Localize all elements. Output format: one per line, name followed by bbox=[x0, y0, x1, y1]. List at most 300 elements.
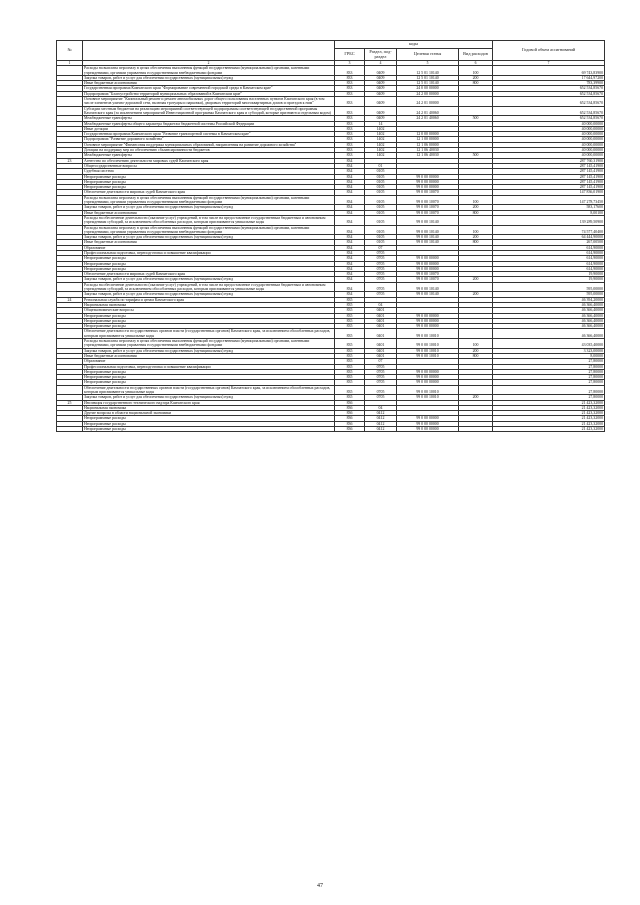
row-name: Непрограммные расходы bbox=[83, 427, 335, 432]
row-amount: 652 534,85670 bbox=[493, 97, 605, 107]
row-name: Закупка товаров, работ и услуг для обеспечения государственных (муниципальных) нужд bbox=[83, 348, 335, 353]
row-amount: 19,90000 bbox=[493, 277, 605, 282]
row-razdel: 0705 bbox=[365, 380, 397, 385]
row-grbs: 834 bbox=[335, 215, 365, 225]
row-grbs: 835 bbox=[335, 339, 365, 349]
row-name: Закупка товаров, работ и услуг для обеспечения государственных (муниципальных) нужд bbox=[83, 395, 335, 400]
column-index-cell: 6 bbox=[459, 61, 493, 66]
row-amount: 46 366,40000 bbox=[493, 318, 605, 323]
row-razdel: 0705 bbox=[365, 292, 397, 297]
row-expense-type bbox=[459, 97, 493, 107]
row-grbs: 834 bbox=[335, 205, 365, 210]
row-name: Обеспечение деятельности государственных органов власти (государственных органов) Камчатского края, за исключением обособленных расходов, которым присваиваются уникальные коды bbox=[83, 385, 335, 395]
row-name: Обеспечение деятельности государственных органов власти (государственных органов) Камчатского края, за исключением обособленных расходов, которым присваиваются уникальные коды bbox=[83, 329, 335, 339]
row-grbs: 834 bbox=[335, 250, 365, 255]
row-grbs: 833 bbox=[335, 121, 365, 126]
row-amount: 40 000,00000 bbox=[493, 137, 605, 142]
row-target-article: 99 0 00 00000 bbox=[397, 375, 459, 380]
row-name: Непрограммные расходы bbox=[83, 318, 335, 323]
row-expense-type: 800 bbox=[459, 353, 493, 358]
row-amount: 40 000,00000 bbox=[493, 142, 605, 147]
row-number bbox=[57, 66, 83, 76]
row-razdel: 0705 bbox=[365, 385, 397, 395]
row-target-article: 12 5 01 10140 bbox=[397, 66, 459, 76]
row-amount: 147 836,01900 bbox=[493, 190, 605, 195]
row-number: 23 bbox=[57, 158, 83, 163]
row-grbs: 834 bbox=[335, 158, 365, 163]
row-name: Непрограммные расходы bbox=[83, 416, 335, 421]
row-grbs: 833 bbox=[335, 106, 365, 116]
row-razdel: 0105 bbox=[365, 225, 397, 235]
row-amount: 27,80000 bbox=[493, 385, 605, 395]
row-grbs: 835 bbox=[335, 364, 365, 369]
header-codes: коды bbox=[335, 41, 493, 49]
row-razdel: 0705 bbox=[365, 282, 397, 292]
row-name: Непрограммные расходы bbox=[83, 369, 335, 374]
row-target-article: 99 0 00 10140 bbox=[397, 235, 459, 240]
row-amount: 46 366,40000 bbox=[493, 302, 605, 307]
row-expense-type: 800 bbox=[459, 210, 493, 215]
row-target-article: 99 0 00 10010 bbox=[397, 329, 459, 339]
row-razdel: 0412 bbox=[365, 427, 397, 432]
row-expense-type: 100 bbox=[459, 225, 493, 235]
row-grbs: 834 bbox=[335, 210, 365, 215]
header-vid: Вид расходов bbox=[459, 49, 493, 61]
row-expense-type bbox=[459, 106, 493, 116]
row-number bbox=[57, 329, 83, 339]
row-razdel: 0705 bbox=[365, 277, 397, 282]
row-amount: 3 323,00000 bbox=[493, 348, 605, 353]
row-amount: 21 423,32000 bbox=[493, 411, 605, 416]
column-index-cell: 2 bbox=[83, 61, 335, 66]
row-target-article: 12 1 06 00000 bbox=[397, 142, 459, 147]
row-name: Непрограммные расходы bbox=[83, 261, 335, 266]
row-amount: 652 534,85670 bbox=[493, 86, 605, 91]
table-row bbox=[57, 282, 605, 292]
row-grbs: 833 bbox=[335, 137, 365, 142]
row-expense-type bbox=[459, 329, 493, 339]
row-amount: 64 444,90000 bbox=[493, 235, 605, 240]
row-grbs: 835 bbox=[335, 297, 365, 302]
table-row bbox=[57, 427, 605, 432]
row-amount: 27,80000 bbox=[493, 359, 605, 364]
row-expense-type: 200 bbox=[459, 277, 493, 282]
row-expense-type: 200 bbox=[459, 395, 493, 400]
table-body bbox=[57, 66, 605, 432]
row-amount: 27,80000 bbox=[493, 395, 605, 400]
row-grbs: 834 bbox=[335, 282, 365, 292]
row-amount: 614,90000 bbox=[493, 245, 605, 250]
row-amount: 287 145,41900 bbox=[493, 163, 605, 168]
row-expense-type bbox=[459, 385, 493, 395]
row-name: Расходы на выплаты персоналу в целях обеспечения выполнения функций государственными (муниципальными) органами, казенными учреждениями, органами управления государственными внебюджетными фондами bbox=[83, 225, 335, 235]
row-expense-type: 200 bbox=[459, 348, 493, 353]
row-razdel: 0105 bbox=[365, 195, 397, 205]
row-amount: 287 145,41900 bbox=[493, 174, 605, 179]
row-razdel: 1402 bbox=[365, 132, 397, 137]
row-grbs: 836 bbox=[335, 400, 365, 405]
row-grbs: 834 bbox=[335, 272, 365, 277]
row-target-article: 99 0 00 10070 bbox=[397, 277, 459, 282]
document-page bbox=[56, 40, 604, 432]
row-target-article: 99 0 00 10010 bbox=[397, 395, 459, 400]
row-amount: 74 577,40400 bbox=[493, 225, 605, 235]
row-name: Межбюджетные трансферты bbox=[83, 153, 335, 158]
row-name: Инспекция государственного технического надзора Камчатского края bbox=[83, 400, 335, 405]
row-grbs: 835 bbox=[335, 380, 365, 385]
row-target-article: 24 2 01 40060 bbox=[397, 116, 459, 121]
row-name: Агентство по обеспечению деятельности мировых судей Камчатского края bbox=[83, 158, 335, 163]
row-amount: 267,00500 bbox=[493, 240, 605, 245]
row-target-article: 99 0 00 00000 bbox=[397, 427, 459, 432]
row-grbs: 833 bbox=[335, 97, 365, 107]
row-expense-type: 200 bbox=[459, 75, 493, 80]
row-name: Дотации на поддержку мер по обеспечению сбалансированности бюджетов bbox=[83, 148, 335, 153]
row-razdel: 0105 bbox=[365, 215, 397, 225]
row-grbs: 833 bbox=[335, 126, 365, 131]
row-grbs: 836 bbox=[335, 427, 365, 432]
column-index-cell: 5 bbox=[397, 61, 459, 66]
row-grbs: 833 bbox=[335, 81, 365, 86]
row-razdel: 0401 bbox=[365, 329, 397, 339]
row-target-article: 24 2 01 00000 bbox=[397, 97, 459, 107]
row-name: Основное мероприятие "Финансовая поддержка муниципальных образований, направленная на развитие дорожного хозяйства" bbox=[83, 142, 335, 147]
row-name: Национальная экономика bbox=[83, 405, 335, 410]
row-name: Непрограммные расходы bbox=[83, 324, 335, 329]
row-amount: 595,00000 bbox=[493, 292, 605, 297]
row-name: Профессиональная подготовка, переподготовка и повышение квалификации bbox=[83, 364, 335, 369]
row-grbs: 835 bbox=[335, 302, 365, 307]
table-row bbox=[57, 225, 605, 235]
row-target-article: 99 0 00 10010 bbox=[397, 353, 459, 358]
row-target-article: 24 2 00 00000 bbox=[397, 91, 459, 96]
row-target-article: 99 0 00 10140 bbox=[397, 292, 459, 297]
row-target-article: 12 1 06 40030 bbox=[397, 153, 459, 158]
row-amount: 652 534,85670 bbox=[493, 106, 605, 116]
row-expense-type: 100 bbox=[459, 339, 493, 349]
row-grbs: 835 bbox=[335, 324, 365, 329]
row-grbs: 834 bbox=[335, 245, 365, 250]
row-number bbox=[57, 339, 83, 349]
header-cs: Целевая статья bbox=[397, 49, 459, 61]
row-amount: 147 278,73450 bbox=[493, 195, 605, 205]
row-name: Профессиональная подготовка, переподготовка и повышение квалификации bbox=[83, 250, 335, 255]
row-amount: 287 760,31900 bbox=[493, 158, 605, 163]
row-grbs: 835 bbox=[335, 395, 365, 400]
row-amount: 21 423,32000 bbox=[493, 427, 605, 432]
row-razdel: 07 bbox=[365, 245, 397, 250]
row-target-article: 99 0 00 10010 bbox=[397, 339, 459, 349]
row-amount: 40 000,00000 bbox=[493, 148, 605, 153]
row-target-article: 99 0 00 10070 bbox=[397, 195, 459, 205]
row-amount: 287 145,41900 bbox=[493, 185, 605, 190]
row-grbs: 834 bbox=[335, 179, 365, 184]
row-razdel: 0401 bbox=[365, 339, 397, 349]
row-target-article: 99 0 00 00000 bbox=[397, 185, 459, 190]
row-number bbox=[57, 225, 83, 235]
row-razdel: 0409 bbox=[365, 106, 397, 116]
row-grbs: 835 bbox=[335, 329, 365, 339]
row-expense-type: 800 bbox=[459, 240, 493, 245]
row-amount: 287 145,41900 bbox=[493, 169, 605, 174]
row-expense-type: 500 bbox=[459, 116, 493, 121]
row-target-article: 99 0 00 10010 bbox=[397, 348, 459, 353]
row-name: Непрограммные расходы bbox=[83, 266, 335, 271]
row-razdel: 0401 bbox=[365, 308, 397, 313]
row-razdel: 0412 bbox=[365, 416, 397, 421]
row-amount: 27,80000 bbox=[493, 375, 605, 380]
row-target-article: 99 0 00 10140 bbox=[397, 225, 459, 235]
row-name: Другие вопросы в области национальной экономики bbox=[83, 411, 335, 416]
row-razdel: 0705 bbox=[365, 375, 397, 380]
row-name: Иные бюджетные ассигнования bbox=[83, 240, 335, 245]
row-grbs: 834 bbox=[335, 277, 365, 282]
row-razdel: 04 bbox=[365, 405, 397, 410]
row-number bbox=[57, 282, 83, 292]
row-amount: 652 534,85670 bbox=[493, 91, 605, 96]
row-number bbox=[57, 215, 83, 225]
row-target-article: 99 0 00 00000 bbox=[397, 261, 459, 266]
row-razdel: 0705 bbox=[365, 250, 397, 255]
row-name: Иные бюджетные ассигнования bbox=[83, 353, 335, 358]
row-target-article: 99 0 00 00000 bbox=[397, 318, 459, 323]
row-name: Субсидии местным бюджетам на реализацию мероприятий соответствующей подпрограммы соответствующей государственной программы Камчатского края (за исключением мероприятий Инвестиционной программы Камчатского края и субсидий, которые признаются отдельным кодом) bbox=[83, 106, 335, 116]
row-name: Образование bbox=[83, 359, 335, 364]
row-target-article: 99 0 00 00000 bbox=[397, 179, 459, 184]
row-razdel: 0705 bbox=[365, 272, 397, 277]
row-razdel: 0105 bbox=[365, 185, 397, 190]
row-amount: 46 366,40000 bbox=[493, 308, 605, 313]
row-grbs: 834 bbox=[335, 169, 365, 174]
row-amount: 46 366,40000 bbox=[493, 313, 605, 318]
row-name: Государственная программа Камчатского края "Развитие транспортной системы в Камчатском крае" bbox=[83, 132, 335, 137]
row-grbs: 833 bbox=[335, 142, 365, 147]
row-grbs: 835 bbox=[335, 308, 365, 313]
row-name: Общеэкономические вопросы bbox=[83, 308, 335, 313]
row-razdel: 0409 bbox=[365, 91, 397, 96]
row-target-article: 99 0 00 10070 bbox=[397, 272, 459, 277]
row-target-article: 99 0 00 00000 bbox=[397, 369, 459, 374]
row-expense-type: 100 bbox=[459, 66, 493, 76]
row-expense-type bbox=[459, 427, 493, 432]
row-grbs: 835 bbox=[335, 318, 365, 323]
row-grbs: 834 bbox=[335, 195, 365, 205]
row-name: Обеспечение деятельности мировых судей Камчатского края bbox=[83, 190, 335, 195]
row-name: Непрограммные расходы bbox=[83, 375, 335, 380]
row-name: Непрограммные расходы bbox=[83, 421, 335, 426]
row-name: Иные бюджетные ассигнования bbox=[83, 81, 335, 86]
row-amount: 652 534,85670 bbox=[493, 116, 605, 121]
row-grbs: 834 bbox=[335, 225, 365, 235]
row-razdel: 0409 bbox=[365, 66, 397, 76]
row-amount: 614,90000 bbox=[493, 261, 605, 266]
row-razdel: 0401 bbox=[365, 318, 397, 323]
row-expense-type bbox=[459, 282, 493, 292]
row-grbs: 835 bbox=[335, 385, 365, 395]
row-razdel: 1402 bbox=[365, 137, 397, 142]
row-razdel: 0409 bbox=[365, 75, 397, 80]
table-row bbox=[57, 385, 605, 395]
row-grbs: 836 bbox=[335, 416, 365, 421]
row-name: Иные дотации bbox=[83, 126, 335, 131]
row-grbs: 835 bbox=[335, 375, 365, 380]
row-amount: 287 145,41900 bbox=[493, 179, 605, 184]
row-razdel: 0409 bbox=[365, 97, 397, 107]
row-target-article: 24 2 01 40060 bbox=[397, 106, 459, 116]
row-target-article: 12 5 01 10140 bbox=[397, 81, 459, 86]
row-razdel: 0105 bbox=[365, 210, 397, 215]
row-grbs: 833 bbox=[335, 66, 365, 76]
row-grbs: 834 bbox=[335, 190, 365, 195]
row-target-article: 99 0 00 00000 bbox=[397, 421, 459, 426]
row-target-article: 99 0 00 00000 bbox=[397, 256, 459, 261]
row-target-article: 99 0 00 00000 bbox=[397, 416, 459, 421]
row-name: Подпрограмма "Благоустройство территорий муниципальных образований в Камчатском крае" bbox=[83, 91, 335, 96]
row-expense-type: 200 bbox=[459, 205, 493, 210]
column-index-cell: 1 bbox=[57, 61, 83, 66]
row-amount: 40 000,00000 bbox=[493, 153, 605, 158]
row-amount: 46 366,40000 bbox=[493, 324, 605, 329]
page-number: 47 bbox=[317, 883, 323, 889]
row-name: Межбюджетные трансферты общего характера бюджетам бюджетной системы Российской Федерации bbox=[83, 121, 335, 126]
row-name: Обеспечение деятельности мировых судей Камчатского края bbox=[83, 272, 335, 277]
row-grbs: 833 bbox=[335, 75, 365, 80]
row-name: Судебная система bbox=[83, 169, 335, 174]
row-grbs: 833 bbox=[335, 148, 365, 153]
row-number: 24 bbox=[57, 297, 83, 302]
row-razdel: 0705 bbox=[365, 261, 397, 266]
row-number bbox=[57, 427, 83, 432]
row-amount: 595,00000 bbox=[493, 282, 605, 292]
header-grbs: ГРБС bbox=[335, 49, 365, 61]
row-target-article: 99 0 00 00000 bbox=[397, 174, 459, 179]
row-amount: 583,17600 bbox=[493, 205, 605, 210]
row-razdel: 0412 bbox=[365, 421, 397, 426]
row-name: Расходы на выплаты персоналу в целях обеспечения выполнения функций государственными (муниципальными) органами, казенными учреждениями, органами управления государственными внебюджетными фондами bbox=[83, 66, 335, 76]
row-target-article: 99 0 00 10140 bbox=[397, 282, 459, 292]
row-grbs: 833 bbox=[335, 132, 365, 137]
column-index-cell: 4 bbox=[365, 61, 397, 66]
row-name: Закупка товаров, работ и услуг для обеспечения государственных (муниципальных) нужд bbox=[83, 75, 335, 80]
row-grbs: 833 bbox=[335, 91, 365, 96]
row-name: Основное мероприятие "Капитальный ремонт и ремонт автомобильных дорог общего пользования населенных пунктов Камчатского края (в том числе элементов улично-дорожной сети, включая тротуары и парковки), дворовых территорий многоквартирных домов и проездов к ним" bbox=[83, 97, 335, 107]
row-expense-type bbox=[459, 215, 493, 225]
row-grbs: 834 bbox=[335, 261, 365, 266]
row-grbs: 836 bbox=[335, 421, 365, 426]
row-expense-type: 200 bbox=[459, 235, 493, 240]
row-grbs: 835 bbox=[335, 348, 365, 353]
row-amount: 21 423,32000 bbox=[493, 400, 605, 405]
row-razdel: 0705 bbox=[365, 395, 397, 400]
row-name: Расходы на выплаты персоналу в целях обеспечения выполнения функций государственными (муниципальными) органами, казенными учреждениями, органами управления государственными внебюджетными фондами bbox=[83, 339, 335, 349]
row-grbs: 835 bbox=[335, 313, 365, 318]
row-target-article: 99 0 00 00000 bbox=[397, 380, 459, 385]
row-razdel: 0409 bbox=[365, 81, 397, 86]
row-name: Национальная экономика bbox=[83, 302, 335, 307]
header-name bbox=[83, 41, 335, 61]
table-row bbox=[57, 339, 605, 349]
row-amount: 614,90000 bbox=[493, 266, 605, 271]
row-name: Непрограммные расходы bbox=[83, 185, 335, 190]
row-razdel: 0105 bbox=[365, 179, 397, 184]
row-target-article: 12 0 00 00000 bbox=[397, 132, 459, 137]
row-razdel: 1402 bbox=[365, 142, 397, 147]
row-target-article: 99 0 00 00000 bbox=[397, 266, 459, 271]
row-name: Непрограммные расходы bbox=[83, 174, 335, 179]
row-target-article: 12 1 00 00000 bbox=[397, 137, 459, 142]
row-amount: 783,39900 bbox=[493, 81, 605, 86]
row-target-article: 99 0 00 10070 bbox=[397, 190, 459, 195]
row-amount: 69 743,83900 bbox=[493, 66, 605, 76]
row-name: Государственная программа Камчатского края "Формирование современной городской среды в Камчатском крае" bbox=[83, 86, 335, 91]
row-grbs: 834 bbox=[335, 185, 365, 190]
row-razdel: 0105 bbox=[365, 174, 397, 179]
row-razdel: 01 bbox=[365, 163, 397, 168]
row-razdel: 0401 bbox=[365, 313, 397, 318]
row-amount: 8,00000 bbox=[493, 353, 605, 358]
row-razdel: 14 bbox=[365, 121, 397, 126]
row-target-article: 12 5 01 10140 bbox=[397, 75, 459, 80]
row-amount: 614,90000 bbox=[493, 250, 605, 255]
row-grbs: 834 bbox=[335, 266, 365, 271]
row-amount: 8,00100 bbox=[493, 210, 605, 215]
row-razdel: 0105 bbox=[365, 235, 397, 240]
row-grbs: 834 bbox=[335, 235, 365, 240]
row-razdel: 1402 bbox=[365, 153, 397, 158]
row-amount: 40 000,00000 bbox=[493, 126, 605, 131]
row-target-article: 99 0 00 10010 bbox=[397, 385, 459, 395]
row-razdel: 04 bbox=[365, 302, 397, 307]
row-name: Образование bbox=[83, 245, 335, 250]
row-razdel: 0705 bbox=[365, 256, 397, 261]
row-target-article: 24 0 00 00000 bbox=[397, 86, 459, 91]
row-grbs: 833 bbox=[335, 116, 365, 121]
row-amount: 21 423,32000 bbox=[493, 421, 605, 426]
row-amount: 19,90000 bbox=[493, 272, 605, 277]
row-grbs: 834 bbox=[335, 174, 365, 179]
row-amount: 21 423,32000 bbox=[493, 416, 605, 421]
row-amount: 17 644,97200 bbox=[493, 75, 605, 80]
row-target-article: 99 0 00 10070 bbox=[397, 205, 459, 210]
row-name: Закупка товаров, работ и услуг для обеспечения государственных (муниципальных) нужд bbox=[83, 292, 335, 297]
row-razdel: 07 bbox=[365, 359, 397, 364]
row-name: Непрограммные расходы bbox=[83, 380, 335, 385]
row-name: Иные бюджетные ассигнования bbox=[83, 210, 335, 215]
row-name: Закупка товаров, работ и услуг для обеспечения государственных (муниципальных) нужд bbox=[83, 277, 335, 282]
table-row bbox=[57, 66, 605, 76]
table-row bbox=[57, 215, 605, 225]
row-amount: 43 035,40000 bbox=[493, 339, 605, 349]
row-amount: 27,80000 bbox=[493, 380, 605, 385]
row-number bbox=[57, 97, 83, 107]
row-name: Региональная служба по тарифам и ценам Камчатского края bbox=[83, 297, 335, 302]
row-name: Подпрограмма "Развитие дорожного хозяйства" bbox=[83, 137, 335, 142]
row-name: Расходы на выплаты персоналу в целях обеспечения выполнения функций государственными (муниципальными) органами, казенными учреждениями, органами управления государственными внебюджетными фондами bbox=[83, 195, 335, 205]
row-razdel: 0409 bbox=[365, 86, 397, 91]
row-grbs: 835 bbox=[335, 359, 365, 364]
row-amount: 46 394,20000 bbox=[493, 297, 605, 302]
row-amount: 27,80000 bbox=[493, 369, 605, 374]
row-razdel: 1402 bbox=[365, 148, 397, 153]
row-number bbox=[57, 385, 83, 395]
row-razdel: 0401 bbox=[365, 353, 397, 358]
row-name: Непрограммные расходы bbox=[83, 179, 335, 184]
table-row bbox=[57, 195, 605, 205]
row-expense-type: 200 bbox=[459, 292, 493, 297]
row-number bbox=[57, 106, 83, 116]
row-target-article: 12 1 06 40030 bbox=[397, 148, 459, 153]
header-razdel: Раздел, под-раздел bbox=[365, 49, 397, 61]
